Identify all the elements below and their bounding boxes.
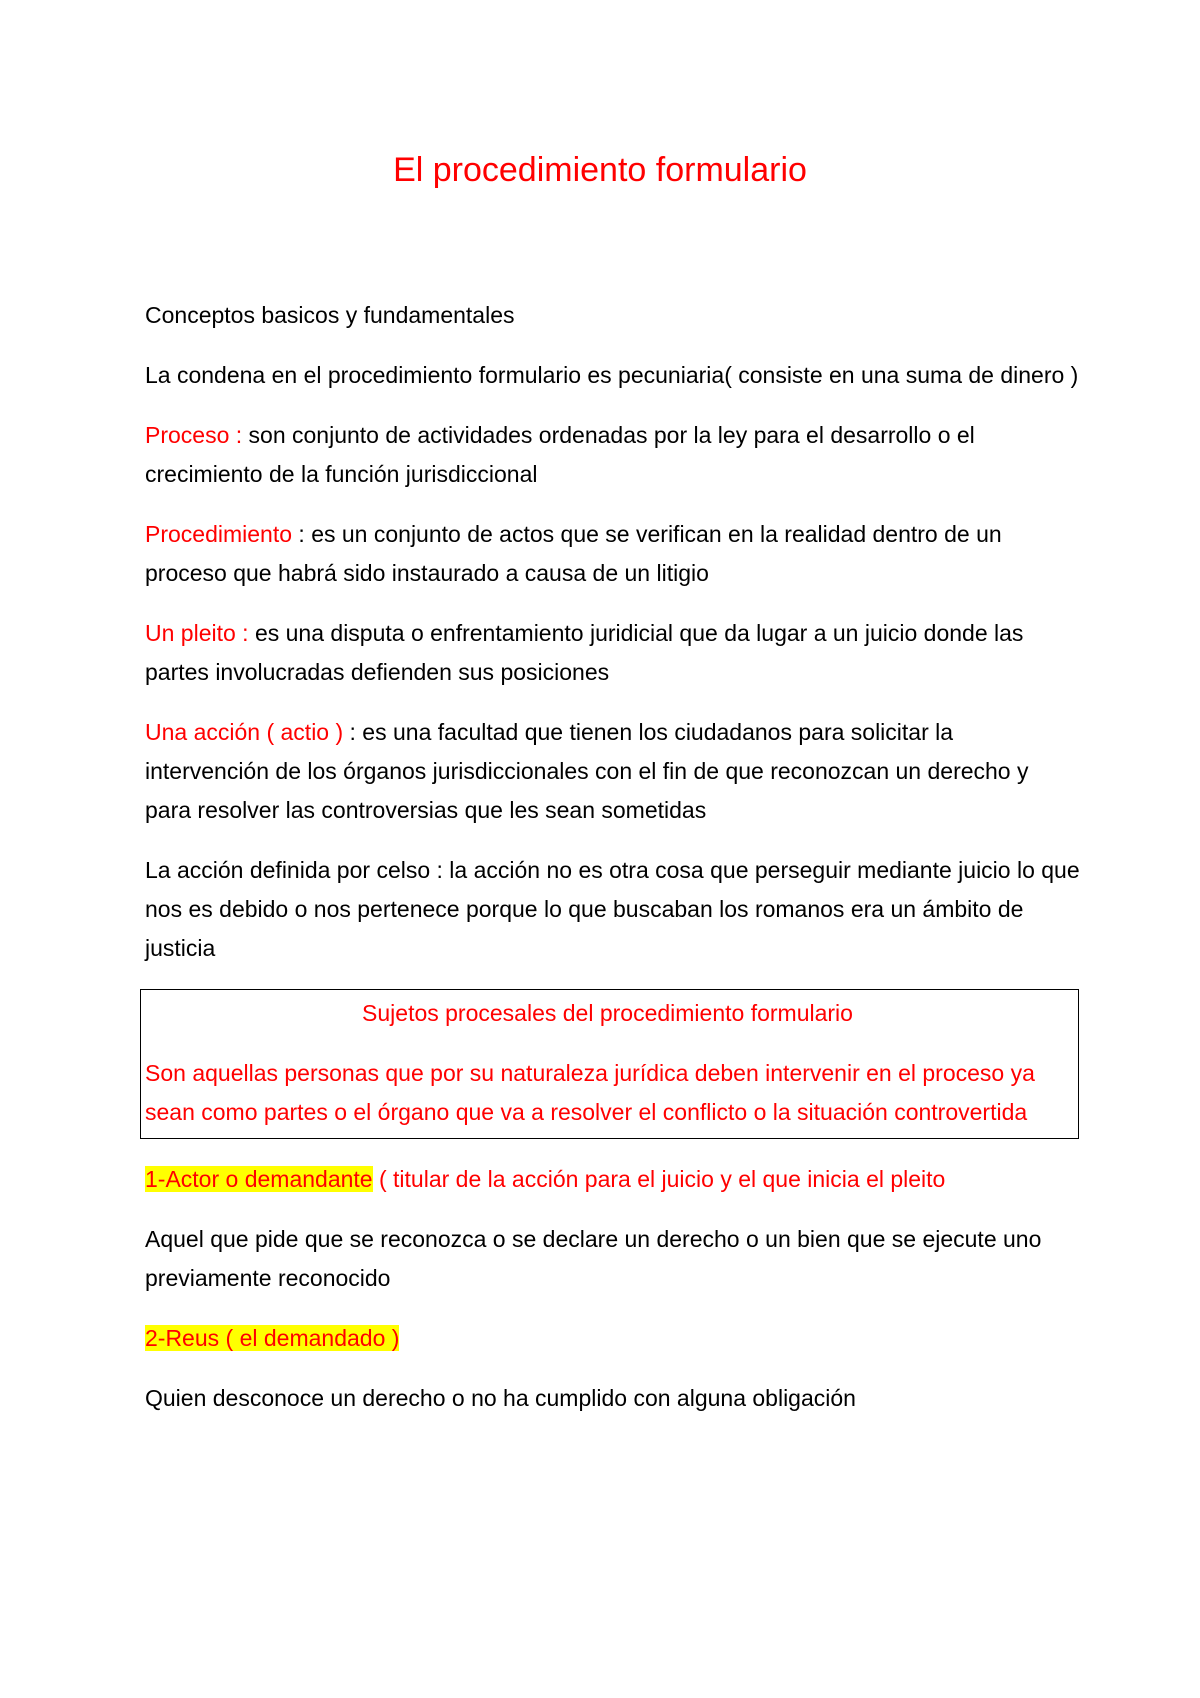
celso-paragraph: La acción definida por celso : la acción no es otra cosa que perseguir mediante juicio lo que nos es debido o nos pertenece porque lo que buscaban los romanos era un ámbito de justicia (145, 857, 1080, 961)
term-procedimiento: Procedimiento (145, 521, 299, 547)
actor-note: ( titular de la acción para el juicio y el que inicia el pleito (372, 1166, 946, 1192)
sujetos-procesales-box (140, 989, 1079, 1139)
intro-heading: Conceptos basicos y fundamentales (145, 302, 515, 328)
reus-label: 2-Reus ( el demandado ) (145, 1325, 400, 1351)
actor-description: Aquel que pide que se reconozca o se declare un derecho o un bien que se ejecute uno previamente reconocido (145, 1226, 1042, 1291)
definition-proceso (145, 416, 1080, 494)
document-body (145, 296, 1080, 1439)
definition-text: es una disputa o enfrentamiento juridicial que da lugar a un juicio donde las partes involucradas defienden sus posiciones (145, 620, 1024, 685)
term-pleito: Un pleito : (145, 620, 255, 646)
actor-heading (145, 1160, 1080, 1199)
definition-procedimiento (145, 515, 1080, 593)
definition-text: : es un conjunto de actos que se verifican en la realidad dentro de un proceso que habrá sido instaurado a causa de un litigio (145, 521, 1002, 586)
box-title: Sujetos procesales del procedimiento formulario (362, 1000, 853, 1026)
term-accion: Una acción ( actio ) (145, 719, 350, 745)
reus-description: Quien desconoce un derecho o no ha cumplido con alguna obligación (145, 1385, 856, 1411)
reus-heading (145, 1319, 1080, 1358)
definition-accion (145, 713, 1080, 830)
definition-text: : es una facultad que tienen los ciudadanos para solicitar la intervención de los órganos jurisdiccionales con el fin de que reconozcan un derecho y para resolver las controversias que les sean sometidas (145, 719, 1029, 823)
condena-paragraph: La condena en el procedimiento formulario es pecuniaria( consiste en una suma de dinero ) (145, 362, 1079, 388)
document-title: El procedimiento formulario (393, 151, 807, 189)
definition-pleito (145, 614, 1080, 692)
box-text: Son aquellas personas que por su naturaleza jurídica deben intervenir en el proceso ya sean como partes o el órgano que va a resolver el conflicto o la situación controvertida (145, 1060, 1035, 1125)
actor-label: 1-Actor o demandante (145, 1166, 373, 1192)
term-proceso: Proceso : (145, 422, 249, 448)
definition-text: son conjunto de actividades ordenadas por la ley para el desarrollo o el crecimiento de la función jurisdiccional (145, 422, 975, 487)
